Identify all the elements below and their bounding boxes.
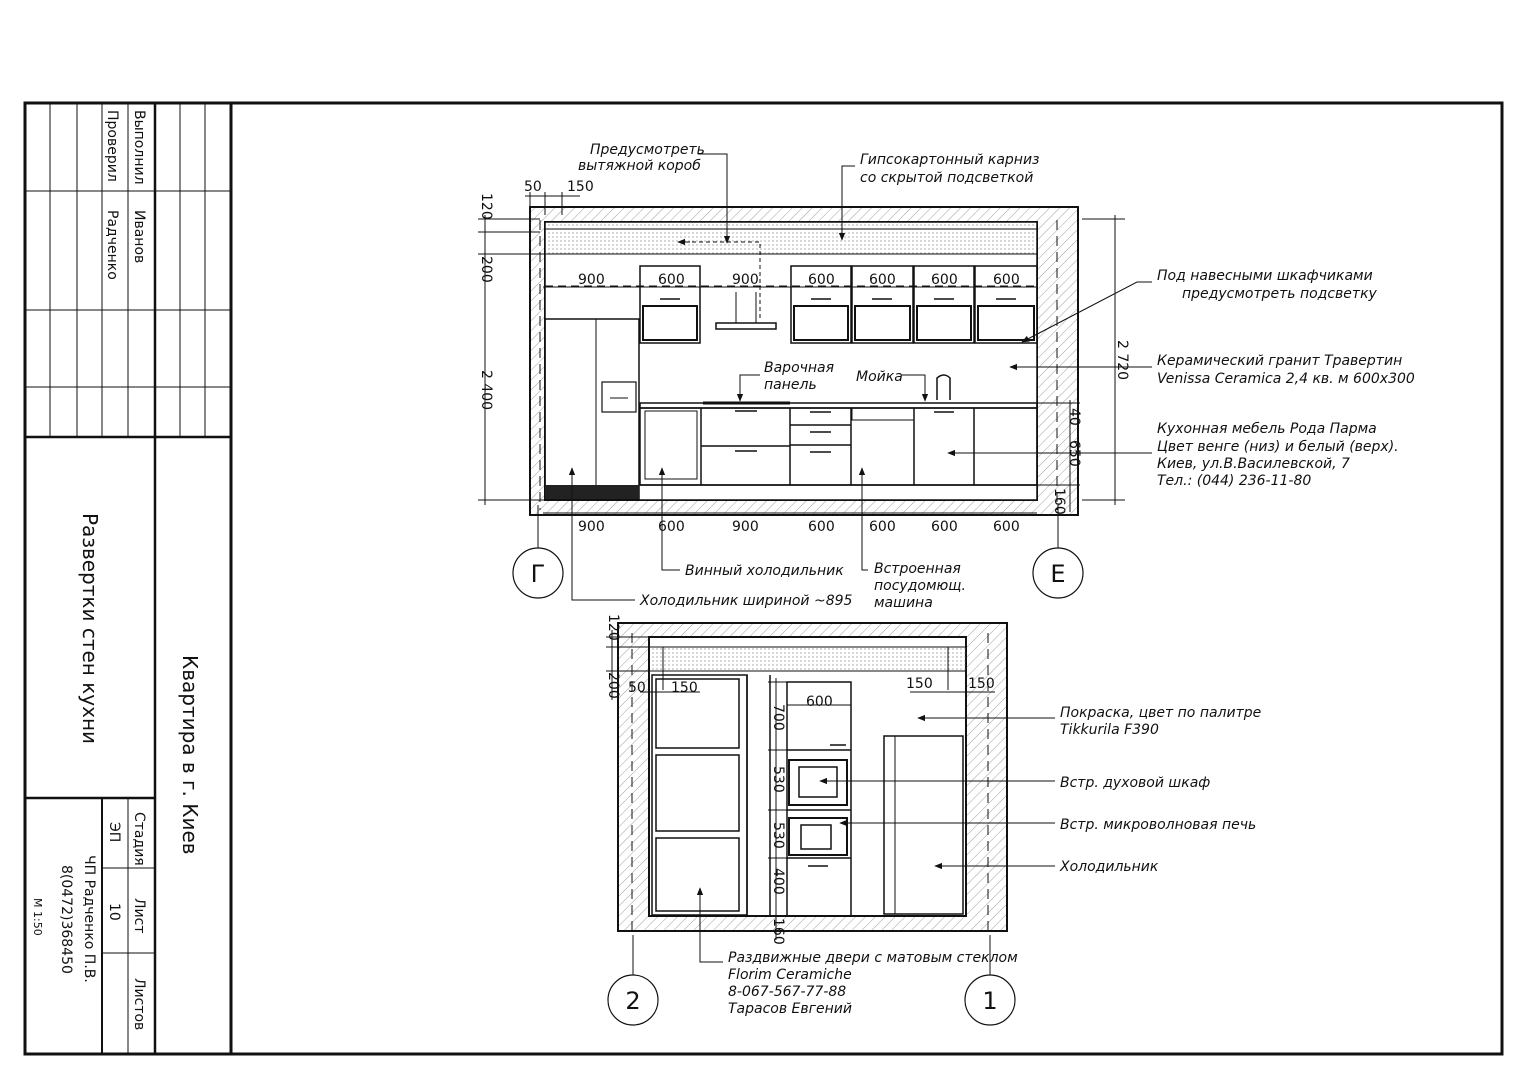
upper-dim-label: 600 xyxy=(931,272,958,288)
axis-label-2: 2 xyxy=(625,987,641,1015)
lower-dimension-labels xyxy=(578,519,1020,535)
dim-150-mid-bottom: 150 xyxy=(906,676,933,692)
note-wine-fridge: Винный холодильник xyxy=(685,563,844,579)
upper-dim-label: 600 xyxy=(808,272,835,288)
checked-name: Радченко xyxy=(104,210,120,280)
note-paint: Покраска, цвет по палитре xyxy=(1060,705,1262,721)
dim-150: 150 xyxy=(567,179,594,195)
sheet-value: 10 xyxy=(106,903,122,921)
dim-200-bottom: 200 xyxy=(605,672,621,699)
dim-400-bottom: 400 xyxy=(770,868,786,895)
dim-600-bottom: 600 xyxy=(806,694,833,710)
note-dishwasher-3: машина xyxy=(874,595,933,611)
upper-dim-label: 900 xyxy=(732,272,759,288)
note-doors: Раздвижные двери с матовым стеклом xyxy=(728,950,1018,966)
company-name: ЧП Радченко П.В. xyxy=(81,855,97,983)
dim-150-left-bottom: 150 xyxy=(671,680,698,696)
company-phone: 8(0472)368450 xyxy=(58,865,74,974)
note-furniture-2: Цвет венге (низ) и белый (верх). xyxy=(1157,439,1399,455)
drywall-cornice-bottom xyxy=(649,647,966,671)
note-hob-2: панель xyxy=(764,377,817,393)
elevation-top xyxy=(478,142,1415,611)
dim-530-lower-bottom: 530 xyxy=(770,822,786,849)
lower-dim-label: 900 xyxy=(578,519,605,535)
title-block xyxy=(25,103,231,1054)
dim-120: 120 xyxy=(478,193,494,220)
note-paint-2: Tikkurila F390 xyxy=(1060,722,1159,738)
note-dishwasher: Встроенная xyxy=(874,561,961,577)
checked-label: Проверил xyxy=(104,110,120,182)
upper-dim-label: 600 xyxy=(993,272,1020,288)
lower-dim-label: 600 xyxy=(808,519,835,535)
axis-label-1: 1 xyxy=(982,987,998,1015)
note-lighting: Под навесными шкафчиками xyxy=(1157,268,1373,284)
note-furniture-4: Тел.: (044) 236-11-80 xyxy=(1157,473,1312,489)
note-tile: Керамический гранит Травертин xyxy=(1157,353,1403,369)
note-cornice-2: со скрытой подсветкой xyxy=(860,170,1034,186)
upper-dim-label: 600 xyxy=(658,272,685,288)
note-fridge-bottom: Холодильник xyxy=(1060,859,1159,875)
note-doors-2: Florim Ceramiche xyxy=(728,967,852,983)
note-dishwasher-2: посудомющ. xyxy=(874,578,966,594)
dim-650: 650 xyxy=(1066,440,1082,467)
performed-label: Выполнил xyxy=(131,110,147,185)
scale: М 1:50 xyxy=(31,898,44,936)
dim-40: 40 xyxy=(1066,408,1082,426)
note-furniture-3: Киев, ул.В.Василевской, 7 xyxy=(1157,456,1350,472)
dim-160-bottom: 160 xyxy=(770,918,786,945)
lower-dim-label: 600 xyxy=(658,519,685,535)
dim-160: 160 xyxy=(1051,488,1067,515)
lower-dim-label: 600 xyxy=(993,519,1020,535)
upper-dim-label: 600 xyxy=(869,272,896,288)
note-oven: Встр. духовой шкаф xyxy=(1060,775,1211,791)
dim-700-bottom: 700 xyxy=(770,704,786,731)
drywall-cornice xyxy=(545,222,1037,254)
stage-value: ЭП xyxy=(106,822,122,843)
note-hob: Варочная xyxy=(764,360,835,376)
elevation-bottom xyxy=(605,614,1261,1025)
dim-120-bottom: 120 xyxy=(605,614,621,641)
dim-200: 200 xyxy=(478,256,494,283)
dim-150-right-bottom: 150 xyxy=(968,676,995,692)
note-duct-2: вытяжной короб xyxy=(578,158,701,174)
axis-label-e: Е xyxy=(1050,560,1066,588)
upper-dim-label: 900 xyxy=(578,272,605,288)
lower-dim-label: 600 xyxy=(931,519,958,535)
note-tile-2: Venissa Ceramica 2,4 кв. м 600х300 xyxy=(1157,371,1415,387)
lower-dim-label: 600 xyxy=(869,519,896,535)
dim-2720: 2 720 xyxy=(1114,340,1130,381)
note-fridge: Холодильник шириной ~895 xyxy=(640,593,853,609)
sheet-label: Лист xyxy=(131,898,147,934)
note-doors-3: 8-067-567-77-88 xyxy=(728,984,847,1000)
dim-50-bottom: 50 xyxy=(628,680,646,696)
sheets-label: Листов xyxy=(131,978,147,1031)
sheet-title: Развертки стен кухни xyxy=(78,513,102,745)
note-lighting-2: предусмотреть подсветку xyxy=(1182,286,1377,302)
note-cornice: Гипсокартонный карниз xyxy=(860,152,1040,168)
stage-label: Стадия xyxy=(131,812,147,866)
dim-2400: 2 400 xyxy=(478,370,494,411)
performed-name: Иванов xyxy=(131,210,147,264)
dim-50: 50 xyxy=(524,179,542,195)
note-sink: Мойка xyxy=(856,369,903,385)
project-name: Квартира в г. Киев xyxy=(178,655,202,855)
dim-530-upper-bottom: 530 xyxy=(770,766,786,793)
lower-dim-label: 900 xyxy=(732,519,759,535)
note-microwave: Встр. микроволновая печь xyxy=(1060,817,1257,833)
note-furniture: Кухонная мебель Рода Парма xyxy=(1157,421,1377,437)
note-duct: Предусмотреть xyxy=(590,142,705,158)
note-doors-4: Тарасов Евгений xyxy=(728,1001,852,1017)
axis-label-g: Г xyxy=(530,560,546,588)
